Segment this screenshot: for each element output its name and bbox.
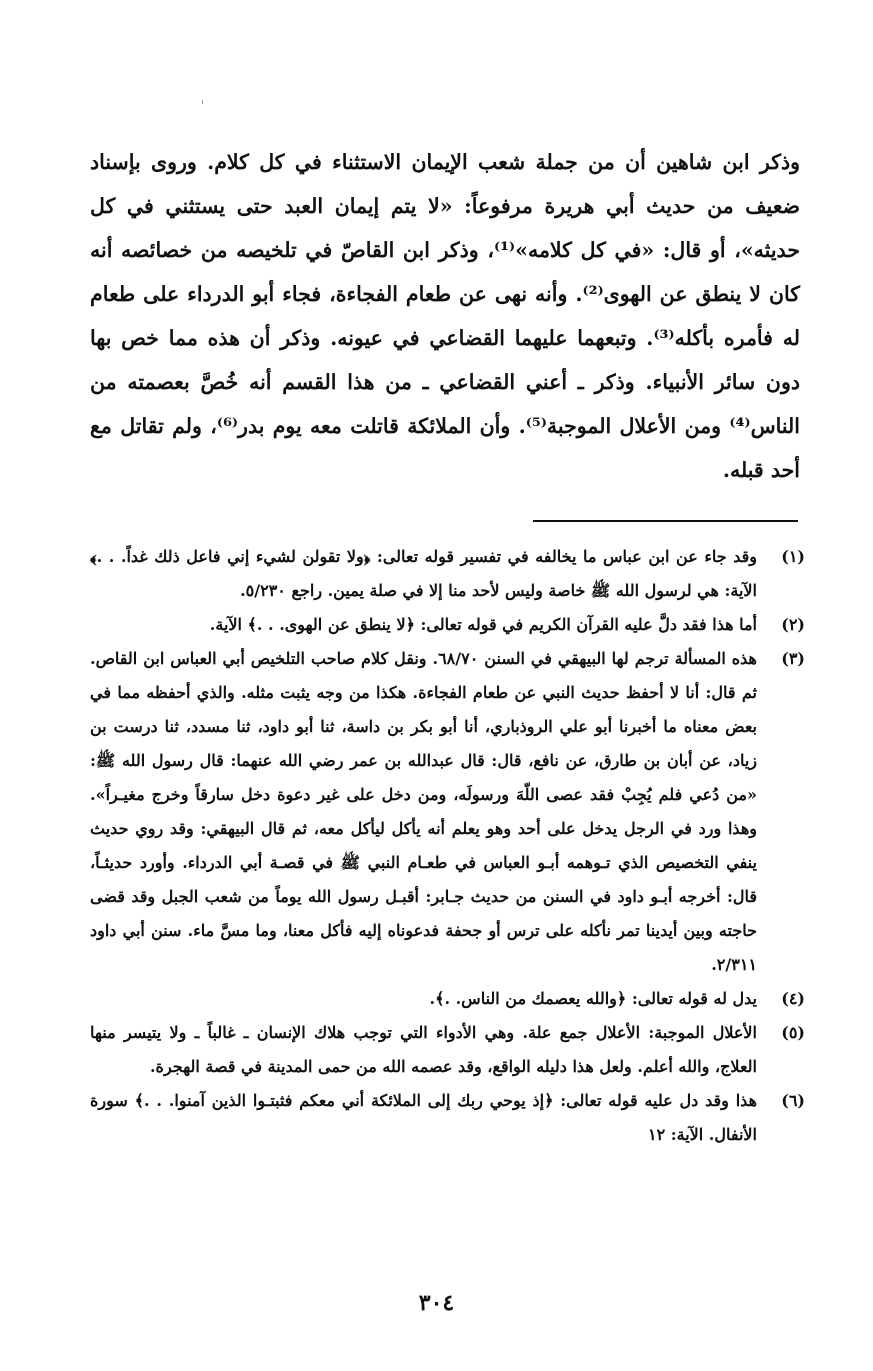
- footnote-text: أما هذا فقد دلَّ عليه القرآن الكريم في قوله تعالى: ﴿لا ينطق عن الهوى. . .﴾ الآية.: [209, 615, 757, 634]
- footnote-1: [90, 540, 805, 608]
- footnote-text: هذه المسألة ترجم لها البيهقي في السنن ٦٨/٧٠. ونقل كلام صاحب التلخيص أبي العباس ابن القاص. ثم قال: أنا لا أحفظ حديث النبي عن طعام الفجاءة. هكذا من وجه يثبت مثله. والذي أحفظه مما في بعض معناه ما أخبرنا أبو علي الروذباري، أنا أبو بكر بن داسة، ثنا أبو داود، ثنا مسدد، ثنا درست بن زياد، عن أبان بن طارق، عن نافع، قال: قال عبدالله بن عمر رضي الله عنهما: قال رسول الله ﷺ: «من دُعي فلم يُجِبْ فقد عصى اللّهَ ورسولَه، ومن دخل على غير دعوة دخل سارقاً وخرج مغيـراً». وهذا ورد في الرجل يدخل على أحد وهو يعلم أنه يأكل ليأكل معه، ثم قال البيهقي: وقد روي حديث ينفي التخصيص الذي تـوهمه أبـو العباس في طعـام النبي ﷺ في قصـة أبي الدرداء. وأورد حديثـاً، قال: أخرجه أبـو داود في السنن من حديث جـابر: أقبـل رسول الله يوماً من شعب الجبل وقد قضى حاجته وبين أيدينا تمر نأكله على ترس أو جحفة فدعوناه إليه فأكل معنا، وما مسَّ ماء. سنن أبي داود ٢/٣١١.: [90, 649, 758, 974]
- footnote-number: (٥): [781, 1023, 805, 1042]
- footnote-5: [90, 1016, 805, 1084]
- footnote-3: [90, 642, 805, 982]
- footnote-number: (١): [781, 547, 805, 566]
- footnote-text: هذا وقد دل عليه قوله تعالى: ﴿إذ يوحي ربك إلى الملائكة أني معكم فثبتـوا الذين آمنوا. . .﴾ سورة الأنفال. الآية: ١٢: [90, 1091, 757, 1144]
- footnote-number: (٣): [781, 649, 805, 668]
- footnote-text: يدل له قوله تعالى: ﴿والله يعصمك من الناس. .﴾.: [429, 989, 757, 1008]
- footnote-number: (٦): [781, 1091, 805, 1110]
- footnote-2: [90, 608, 805, 642]
- footnote-separator: [533, 520, 798, 522]
- footnote-4: [90, 982, 805, 1016]
- page-number: ٣٠٤: [418, 1290, 455, 1316]
- footnote-number: (٤): [781, 989, 805, 1008]
- footnote-text: وقد جاء عن ابن عباس ما يخالفه في تفسير قوله تعالى: ﴿ولا تقولن لشيء إني فاعل ذلك غداً. . .﴾ الآية: هي لرسول الله ﷺ خاصة وليس لأحد منا إلا في صلة يمين. راجع ٥/٢٣٠.: [90, 547, 757, 600]
- footnotes: [90, 540, 805, 1152]
- footnote-6: [90, 1084, 805, 1152]
- scan-speck: [202, 100, 203, 104]
- main-text-block: [90, 140, 800, 492]
- footnote-text: الأعلال الموجبة: الأعلال جمع علة. وهي الأدواء التي توجب هلاك الإنسان ـ غالباً ـ ولا يتيسر منها العلاج، والله أعلم. ولعل هذا دليله الواقع، وقد عصمه الله من حمى المدينة في قصة الهجرة.: [90, 1023, 757, 1076]
- footnote-number: (٢): [781, 615, 805, 634]
- main-paragraph: وذكر ابن شاهين أن من جملة شعب الإيمان الاستثناء في كل كلام. وروى بإسناد ضعيف من حديث أبي هريرة مرفوعاً: «لا يتم إيمان العبد حتى يستثني في كل حديثه»، أو قال: «في كل كلامه»⁽¹⁾، وذكر ابن القاصّ في تلخيصه من خصائصه أنه كان لا ينطق عن الهوى⁽²⁾. وأنه نهى عن طعام الفجاءة، فجاء أبو الدرداء على طعام له فأمره بأكله⁽³⁾. وتبعهما عليهما القضاعي في عيونه. وذكر أن هذه مما خص بها دون سائر الأنبياء. وذكر ـ أعني القضاعي ـ من هذا القسم أنه خُصَّ بعصمته من الناس⁽⁴⁾ ومن الأعلال الموجبة⁽⁵⁾. وأن الملائكة قاتلت معه يوم بدر⁽⁶⁾، ولم تقاتل مع أحد قبله.: [90, 150, 801, 482]
